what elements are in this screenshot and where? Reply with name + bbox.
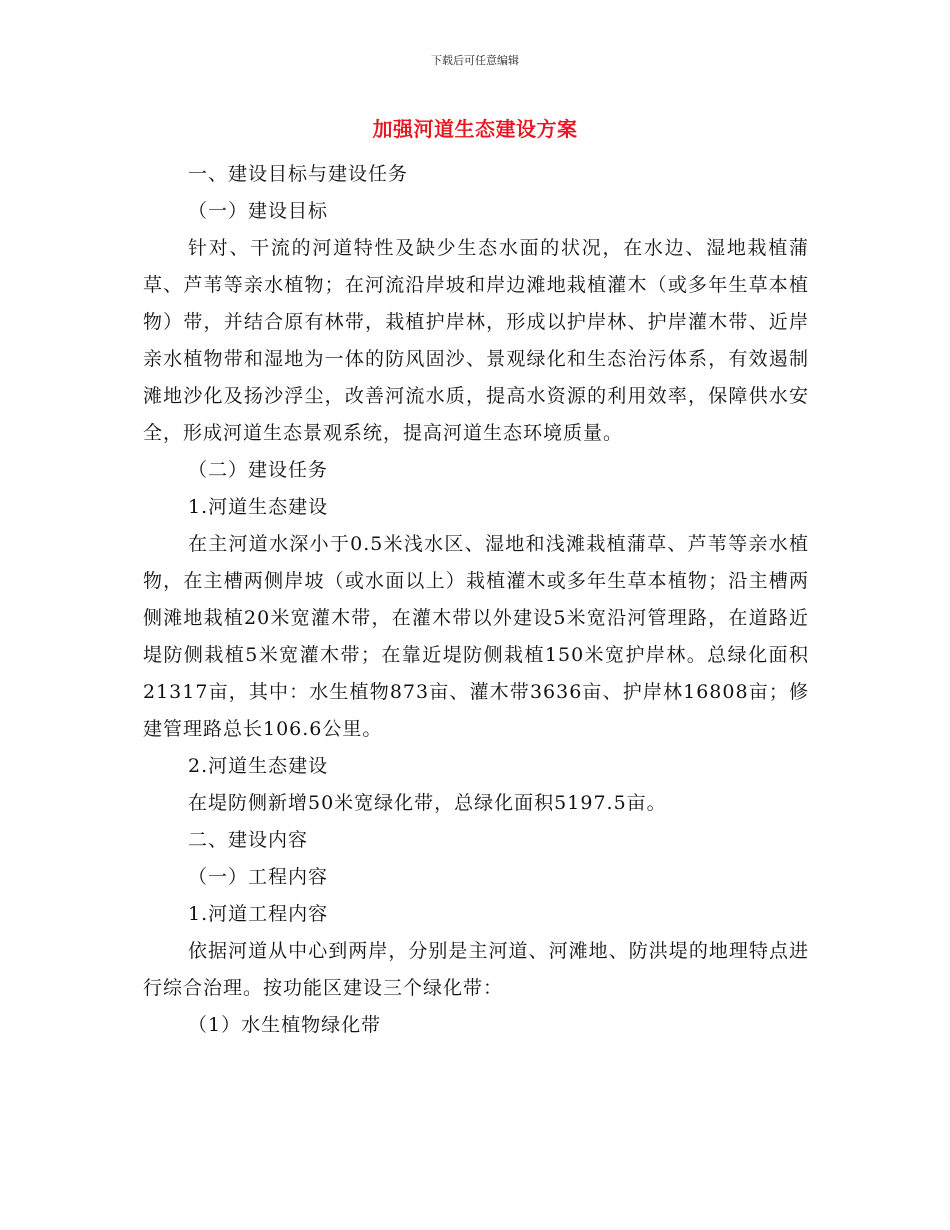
item-heading: 1.河道生态建设 (188, 496, 329, 518)
subsection-heading: （一）建设目标 (188, 200, 329, 222)
document-title: 加强河道生态建设方案 (372, 117, 578, 141)
body-paragraph: 在主河道水深小于0.5米浅水区、湿地和浅滩栽植蒲草、芦苇等亲水植物，在主槽两侧岸坡（或水面以上）栽植灌木或多年生草本植物；沿主槽两侧滩地栽植20米宽灌木带，在灌木带以外建设5米宽沿河管理路，在道路近堤防侧栽植5米宽灌木带；在靠近堤防侧栽植150米宽护岸林。总绿化面积21317亩，其中：水生植物873亩、灌木带3636亩、护岸林16808亩；修建管理路总长106.6公里。 (143, 533, 809, 740)
item-heading: 2.河道生态建设 (188, 755, 329, 777)
subsection-heading: （一）工程内容 (188, 866, 329, 888)
body-paragraph: 依据河道从中心到两岸，分别是主河道、河滩地、防洪堤的地理特点进行综合治理。按功能区建设三个绿化带： (143, 940, 809, 999)
subsection-heading: （二）建设任务 (188, 459, 329, 481)
item-heading: 1.河道工程内容 (188, 903, 329, 925)
body-paragraph: 在堤防侧新增50米宽绿化带，总绿化面积5197.5亩。 (188, 792, 667, 814)
document-body (143, 156, 809, 1044)
body-paragraph: 针对、干流的河道特性及缺少生态水面的状况，在水边、湿地栽植蒲草、芦苇等亲水植物；在河流沿岸坡和岸边滩地栽植灌木（或多年生草本植物）带，并结合原有林带，栽植护岸林，形成以护岸林、护岸灌木带、近岸亲水植物带和湿地为一体的防风固沙、景观绿化和生态治污体系，有效遏制滩地沙化及扬沙浮尘，改善河流水质，提高水资源的利用效率，保障供水安全，形成河道生态景观系统，提高河道生态环境质量。 (143, 237, 809, 444)
section-heading: 一、建设目标与建设任务 (188, 163, 409, 185)
page-header-note: 下载后可任意编辑 (431, 54, 519, 67)
section-heading: 二、建设内容 (188, 829, 309, 851)
item-heading: （1）水生植物绿化带 (188, 1014, 382, 1036)
